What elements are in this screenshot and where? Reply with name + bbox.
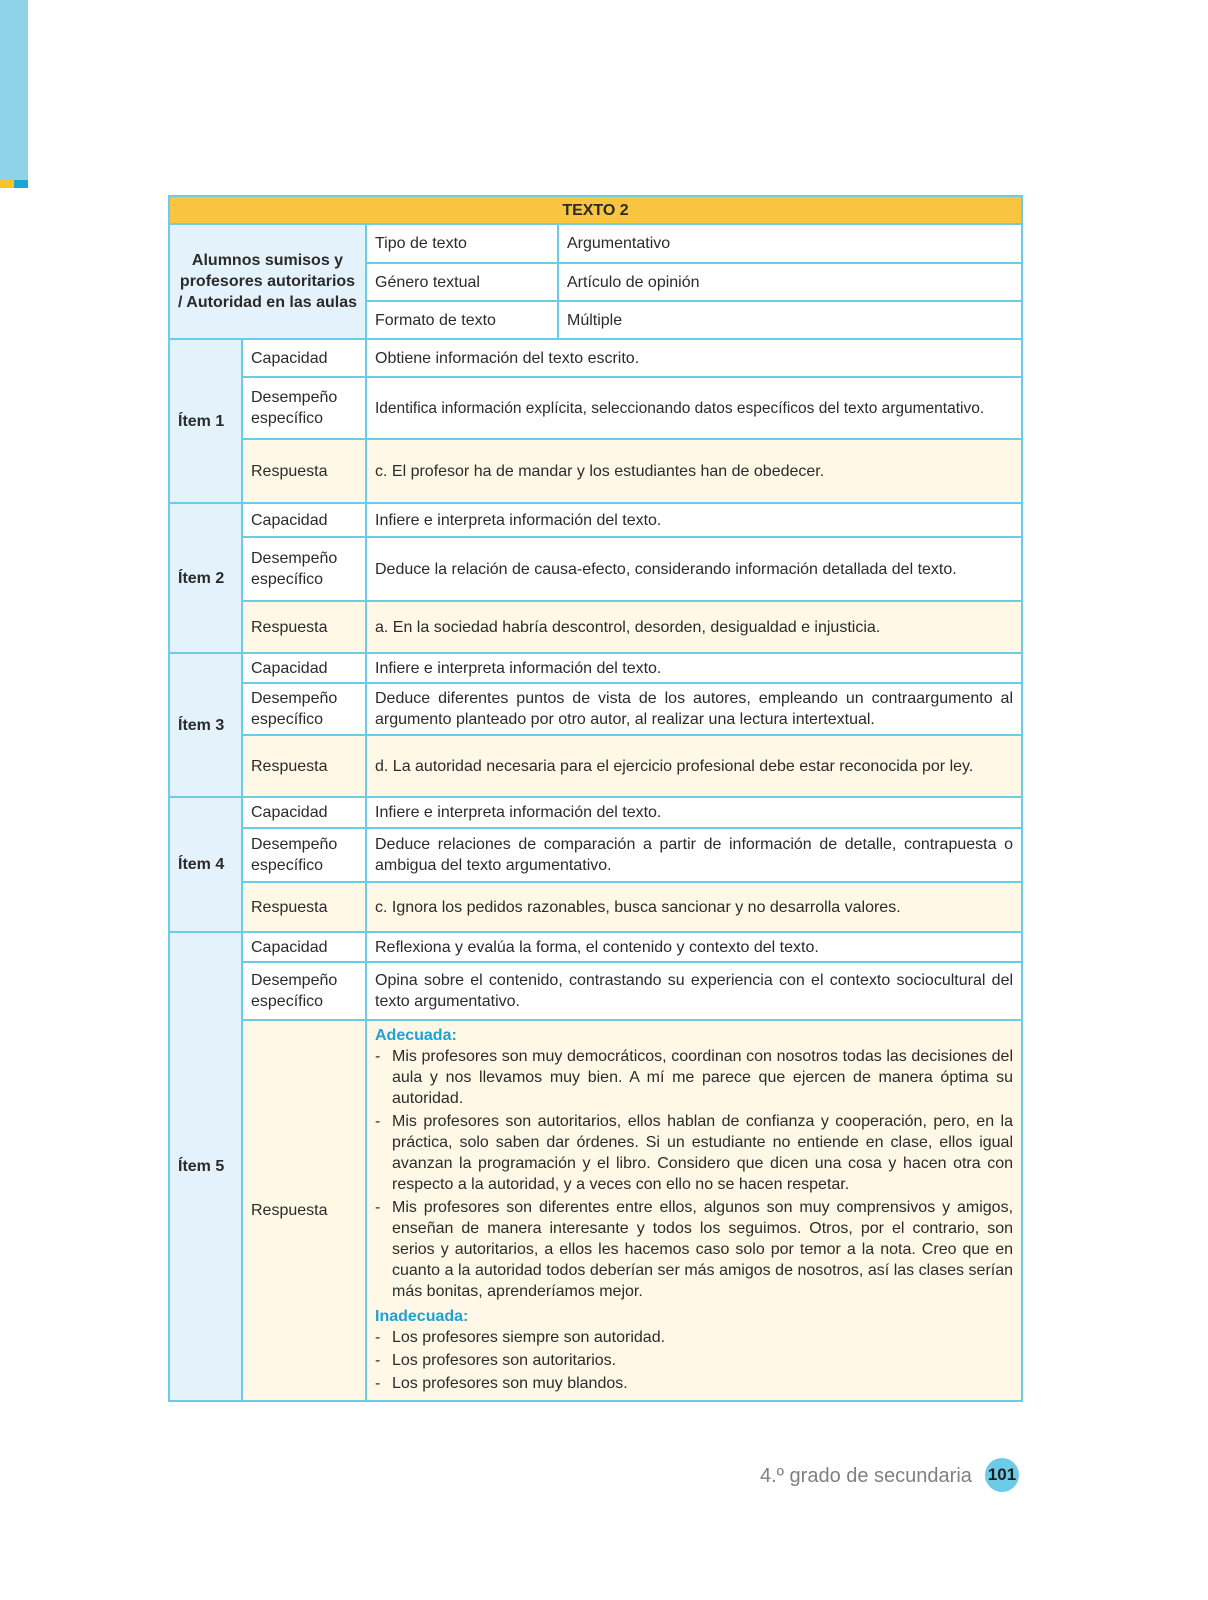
capacidad-text: Infiere e interpreta información del texto. <box>366 503 1022 537</box>
capacidad-text: Obtiene información del texto escrito. <box>366 339 1022 377</box>
item-label: Ítem 4 <box>169 797 242 932</box>
list-item: - Los profesores siempre son autoridad. <box>375 1327 1013 1348</box>
meta-value: Múltiple <box>558 301 1022 339</box>
table-title: TEXTO 2 <box>169 196 1022 224</box>
row-label-capacidad: Capacidad <box>242 339 366 377</box>
item-label: Ítem 5 <box>169 932 242 1401</box>
item-label: Ítem 2 <box>169 503 242 653</box>
row-label-respuesta: Respuesta <box>242 601 366 653</box>
list-item: - Mis profesores son diferentes entre ellos, algunos son muy comprensivos y amigos, enseñan de manera interesante y todos los seguimos. Otros, por el contrario, son serios y autoritarios, a ellos les hacemos caso solo por temor a la nota. Creo que en cuanto a la autoridad todos deberían ser más amigos de nosotros, así las clases serían más bonitas, aprenderíamos mejor. <box>375 1197 1013 1302</box>
list-item: - Los profesores son autoritarios. <box>375 1350 1013 1371</box>
meta-label: Formato de texto <box>366 301 558 339</box>
row-label-desempeno: Desempeño específico <box>242 683 366 735</box>
capacidad-text: Infiere e interpreta información del texto. <box>366 653 1022 683</box>
meta-label: Género textual <box>366 263 558 301</box>
respuesta-text: c. Ignora los pedidos razonables, busca sancionar y no desarrolla valores. <box>366 882 1022 932</box>
side-yellow-stripe <box>0 180 14 188</box>
row-label-desempeno: Desempeño específico <box>242 377 366 439</box>
adecuada-list <box>375 1046 1013 1302</box>
evaluation-table <box>168 195 1023 1402</box>
row-label-respuesta: Respuesta <box>242 1020 366 1401</box>
grade-label: 4.º grado de secundaria <box>760 1465 972 1487</box>
row-label-respuesta: Respuesta <box>242 439 366 503</box>
row-label-capacidad: Capacidad <box>242 653 366 683</box>
page-number: 101 <box>985 1458 1019 1492</box>
inadecuada-list <box>375 1327 1013 1394</box>
row-label-respuesta: Respuesta <box>242 735 366 797</box>
meta-value: Artículo de opinión <box>558 263 1022 301</box>
respuesta-text: a. En la sociedad habría descontrol, desorden, desigualdad e injusticia. <box>366 601 1022 653</box>
meta-label: Tipo de texto <box>366 224 558 263</box>
item-label: Ítem 3 <box>169 653 242 797</box>
respuesta-text: c. El profesor ha de mandar y los estudiantes han de obedecer. <box>366 439 1022 503</box>
list-item: - Los profesores son muy blandos. <box>375 1373 1013 1394</box>
row-label-respuesta: Respuesta <box>242 882 366 932</box>
respuesta-open-cell <box>366 1020 1022 1401</box>
respuesta-text: d. La autoridad necesaria para el ejercicio profesional debe estar reconocida por ley. <box>366 735 1022 797</box>
side-color-bar <box>0 0 28 188</box>
side-blue-stripe <box>14 180 28 188</box>
desempeno-text: Opina sobre el contenido, contrastando su experiencia con el contexto sociocultural del texto argumentativo. <box>366 962 1022 1020</box>
list-item: - Mis profesores son autoritarios, ellos hablan de confianza y cooperación, pero, en la práctica, solo saben dar órdenes. Si un estudiante no entiende en clase, ellos igual avanzan la programación y el libro. Considero que dicen una cosa y hacen otra con respecto a la autoridad, y a veces con ello no se hacen respetar. <box>375 1111 1013 1195</box>
list-item: - Mis profesores son muy democráticos, coordinan con nosotros todas las decisiones del aula y nos llevamos muy bien. A mí me parece que ejercen de manera óptima su autoridad. <box>375 1046 1013 1109</box>
desempeno-text: Identifica información explícita, seleccionando datos específicos del texto argumentativo. <box>366 377 1022 439</box>
capacidad-text: Reflexiona y evalúa la forma, el contenido y contexto del texto. <box>366 932 1022 962</box>
row-label-desempeno: Desempeño específico <box>242 537 366 601</box>
desempeno-text: Deduce diferentes puntos de vista de los autores, empleando un contraargumento al argumento planteado por otro autor, al realizar una lectura intertextual. <box>366 683 1022 735</box>
inadecuada-heading: Inadecuada: <box>375 1308 469 1325</box>
item-label: Ítem 1 <box>169 339 242 503</box>
meta-value: Argumentativo <box>558 224 1022 263</box>
desempeno-text: Deduce la relación de causa-efecto, considerando información detallada del texto. <box>366 537 1022 601</box>
text-title: Alumnos sumisos y profesores autoritarios / Autoridad en las aulas <box>169 224 366 339</box>
row-label-desempeno: Desempeño específico <box>242 962 366 1020</box>
row-label-capacidad: Capacidad <box>242 797 366 828</box>
desempeno-text: Deduce relaciones de comparación a partir de información de detalle, contrapuesta o ambigua del texto argumentativo. <box>366 828 1022 882</box>
row-label-capacidad: Capacidad <box>242 503 366 537</box>
row-label-desempeno: Desempeño específico <box>242 828 366 882</box>
capacidad-text: Infiere e interpreta información del texto. <box>366 797 1022 828</box>
adecuada-heading: Adecuada: <box>375 1027 457 1044</box>
row-label-capacidad: Capacidad <box>242 932 366 962</box>
